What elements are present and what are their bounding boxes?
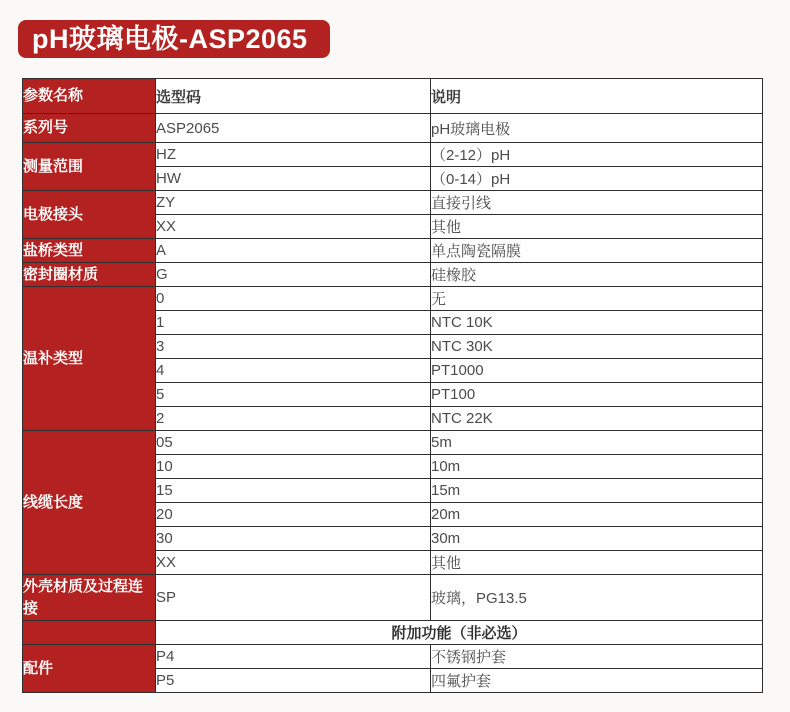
table-row: [23, 143, 763, 167]
desc-cell: 5m: [431, 431, 763, 455]
param-label-measure-range: 测量范围: [23, 143, 156, 191]
param-label-electrode-connector: 电极接头: [23, 191, 156, 239]
code-cell: HW: [156, 167, 431, 191]
desc-cell: PT1000: [431, 359, 763, 383]
section-row: [23, 621, 763, 645]
code-cell: 1: [156, 311, 431, 335]
code-cell: ASP2065: [156, 114, 431, 143]
table-row: [23, 263, 763, 287]
section-banner-cell: 附加功能（非必选）: [156, 621, 763, 645]
code-cell: 2: [156, 407, 431, 431]
param-label-cable-length: 线缆长度: [23, 431, 156, 575]
desc-cell: 其他: [431, 551, 763, 575]
desc-cell: 10m: [431, 455, 763, 479]
code-cell: HZ: [156, 143, 431, 167]
desc-cell: 无: [431, 287, 763, 311]
table-row: [23, 575, 763, 621]
code-cell: 15: [156, 479, 431, 503]
code-cell: A: [156, 239, 431, 263]
page-title: pH玻璃电极-ASP2065: [32, 24, 308, 54]
code-cell: G: [156, 263, 431, 287]
desc-cell: （2-12）pH: [431, 143, 763, 167]
code-cell: 30: [156, 527, 431, 551]
code-cell: 10: [156, 455, 431, 479]
desc-cell: 硅橡胶: [431, 263, 763, 287]
table-row: [23, 431, 763, 455]
param-name-header: 参数名称: [23, 79, 156, 114]
code-cell: XX: [156, 551, 431, 575]
desc-cell: 单点陶瓷隔膜: [431, 239, 763, 263]
desc-cell: NTC 22K: [431, 407, 763, 431]
code-cell: SP: [156, 575, 431, 621]
code-cell: 4: [156, 359, 431, 383]
table-row: [23, 645, 763, 669]
code-cell: 3: [156, 335, 431, 359]
table-row: [23, 239, 763, 263]
header-row: [23, 79, 763, 114]
table-row: [23, 287, 763, 311]
description-header: 说明: [431, 79, 763, 114]
desc-cell: 20m: [431, 503, 763, 527]
param-label-seal-material: 密封圈材质: [23, 263, 156, 287]
desc-cell: 玻璃，PG13.5: [431, 575, 763, 621]
param-label-housing-process-connection: 外壳材质及过程连接: [23, 575, 156, 621]
param-label-salt-bridge: 盐桥类型: [23, 239, 156, 263]
code-cell: XX: [156, 215, 431, 239]
desc-cell: 30m: [431, 527, 763, 551]
desc-cell: pH玻璃电极: [431, 114, 763, 143]
selection-code-header: 选型码: [156, 79, 431, 114]
code-cell: P4: [156, 645, 431, 669]
param-label-series: 系列号: [23, 114, 156, 143]
param-label-temp-compensation: 温补类型: [23, 287, 156, 431]
desc-cell: 15m: [431, 479, 763, 503]
desc-cell: 四氟护套: [431, 669, 763, 693]
desc-cell: NTC 30K: [431, 335, 763, 359]
code-cell: ZY: [156, 191, 431, 215]
table-row: [23, 191, 763, 215]
code-cell: 05: [156, 431, 431, 455]
spec-table: [22, 78, 763, 693]
code-cell: 20: [156, 503, 431, 527]
code-cell: P5: [156, 669, 431, 693]
code-cell: 0: [156, 287, 431, 311]
desc-cell: 直接引线: [431, 191, 763, 215]
desc-cell: 不锈钢护套: [431, 645, 763, 669]
desc-cell: PT100: [431, 383, 763, 407]
table-row: [23, 114, 763, 143]
code-cell: 5: [156, 383, 431, 407]
desc-cell: （0-14）pH: [431, 167, 763, 191]
desc-cell: NTC 10K: [431, 311, 763, 335]
param-label-accessories: 配件: [23, 645, 156, 693]
product-title-banner: [18, 20, 330, 58]
empty-red-cell: [23, 621, 156, 645]
desc-cell: 其他: [431, 215, 763, 239]
